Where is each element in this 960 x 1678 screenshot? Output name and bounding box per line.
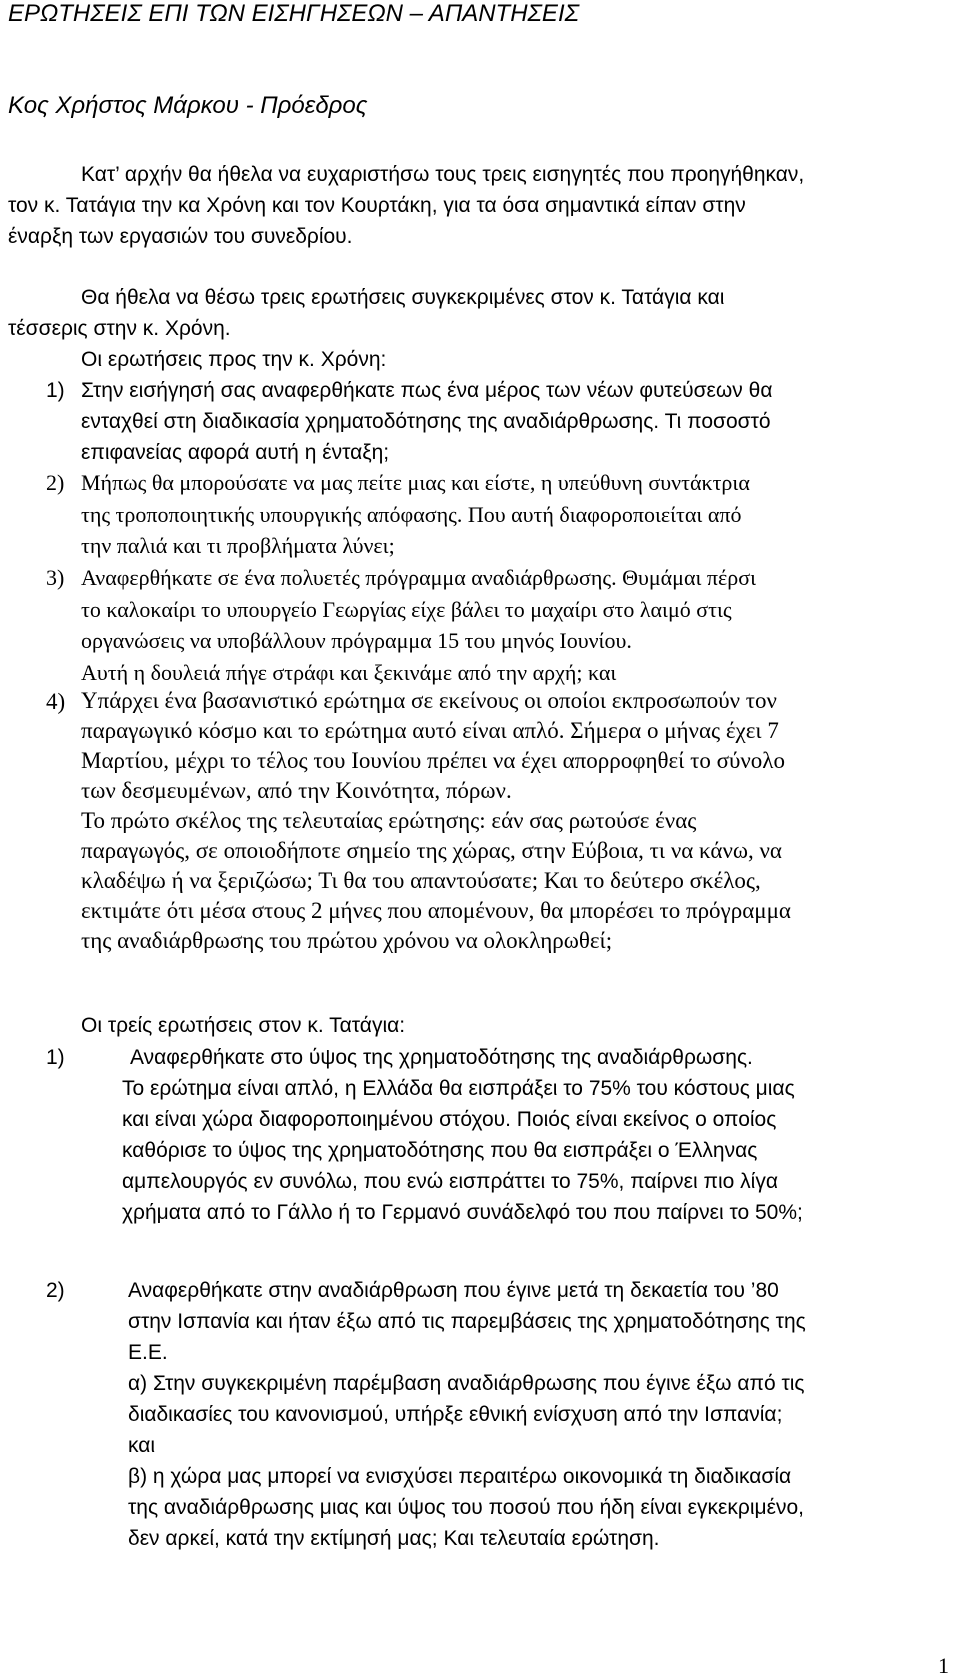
question-number: 1) xyxy=(46,379,65,402)
question-line: στην Ισπανία και ήταν έξω από τις παρεμβάσεις της χρηματοδότησης της xyxy=(128,1310,806,1333)
question-line: Μαρτίου, μέχρι το τέλος του Ιουνίου πρέπει να έχει απορροφηθεί το σύνολο xyxy=(81,748,785,773)
question-line: Αναφερθήκατε στο ύψος της χρηματοδότησης της αναδιάρθρωσης. xyxy=(130,1046,753,1069)
question-line: επιφανείας αφορά αυτή η ένταξη; xyxy=(81,441,390,464)
question-number: 3) xyxy=(46,565,65,590)
speaker-name: Κος Χρήστος Μάρκου - Πρόεδρος xyxy=(8,92,368,119)
question-line: Αναφερθήκατε σε ένα πολυετές πρόγραμμα αναδιάρθρωσης. Θυμάμαι πέρσι xyxy=(81,565,757,590)
document-heading: ΕΡΩΤΗΣΕΙΣ ΕΠΙ ΤΩΝ ΕΙΣΗΓΗΣΕΩΝ – ΑΠΑΝΤΗΣΕΙΣ xyxy=(8,0,579,27)
question-line: β) η χώρα μας μπορεί να ενισχύσει περαιτέρω οικονομικά τη διαδικασία xyxy=(128,1465,792,1488)
question-line: και xyxy=(128,1434,156,1457)
question-line: το καλοκαίρι το υπουργείο Γεωργίας είχε βάλει το μαχαίρι στο λαιμό στις xyxy=(81,596,732,622)
questions-intro-line: τέσσερις στην κ. Χρόνη. xyxy=(8,317,231,340)
question-line: των δεσμευμένων, από την Κοινότητα, πόρων. xyxy=(81,778,512,803)
question-line: οργανώσεις να υποβάλλουν πρόγραμμα 15 του μηνός Ιουνίου. xyxy=(81,628,632,653)
question-line: διαδικασίες του κανονισμού, υπήρξε εθνική ενίσχυση από την Ισπανία; xyxy=(128,1403,783,1426)
question-line: εκτιμάτε ότι μέσα στους 2 μήνες που απομένουν, θα μπορέσει το πρόγραμμα xyxy=(81,898,791,923)
intro-paragraph xyxy=(8,159,896,252)
question-number: 2) xyxy=(46,470,65,495)
question-line: Το ερώτημα είναι απλό, η Ελλάδα θα εισπράξει το 75% του κόστους μιας xyxy=(122,1077,795,1100)
question-line: χρήματα από το Γάλλο ή το Γερμανό συνάδελφό του που παίρνει το 50%; xyxy=(122,1201,803,1224)
question-line: της τροποποιητικής υπουργικής απόφασης. Που αυτή διαφοροποιείται από xyxy=(81,501,742,527)
question-line: δεν αρκεί, κατά την εκτίμησή μας; Και τελευταία ερώτηση. xyxy=(128,1527,660,1550)
intro-line: έναρξη των εργασιών του συνεδρίου. xyxy=(8,225,353,248)
question-number: 4) xyxy=(46,689,66,714)
question-line: Ε.Ε. xyxy=(128,1341,168,1364)
chroni-question-1 xyxy=(81,375,896,468)
question-line: της αναδιάρθρωσης μιας και ύψος του ποσού που ήδη είναι εγκεκριμένο, xyxy=(128,1496,804,1519)
question-line: παραγωγικό κόσμο και το ερώτημα αυτό είναι απλό. Σήμερα ο μήνας έχει 7 xyxy=(81,718,779,743)
tatagia-question-2 xyxy=(128,1275,896,1554)
page-number: 1 xyxy=(938,1653,949,1678)
question-line: Μήπως θα μπορούσατε να μας πείτε μιας και είστε, η υπεύθυνη συντάκτρια xyxy=(81,470,750,495)
tatagia-question-1 xyxy=(122,1042,896,1228)
question-line: καθόρισε το ύψος της χρηματοδότησης που θα εισπράξει ο Έλληνας xyxy=(122,1139,758,1162)
chroni-question-4 xyxy=(81,686,896,956)
question-line: Αυτή η δουλειά πήγε στράφι και ξεκινάμε από την αρχή; και xyxy=(81,659,617,685)
question-line: Αναφερθήκατε στην αναδιάρθρωση που έγινε μετά τη δεκαετία του ’80 xyxy=(128,1279,779,1302)
intro-line: Κατ’ αρχήν θα ήθελα να ευχαριστήσω τους τρεις εισηγητές που προηγήθηκαν, xyxy=(81,163,805,186)
question-line: Υπάρχει ένα βασανιστικό ερώτημα σε εκείνους οι οποίοι εκπροσωπούν τον xyxy=(81,688,777,713)
questions-intro-paragraph xyxy=(8,282,896,344)
question-line: αμπελουργός εν συνόλω, που ενώ εισπράττει το 75%, παίρνει πιο λίγα xyxy=(122,1170,778,1193)
question-line: ενταχθεί στη διαδικασία χρηματοδότησης της αναδιάρθρωσης. Τι ποσοστό xyxy=(81,410,771,433)
question-number: 2) xyxy=(46,1279,65,1302)
question-line: α) Στην συγκεκριμένη παρέμβαση αναδιάρθρωσης που έγινε έξω από τις xyxy=(128,1372,805,1395)
question-line: κλαδέψω ή να ξεριζώσω; Τι θα του απαντούσατε; Και το δεύτερο σκέλος, xyxy=(81,868,761,893)
question-line: Το πρώτο σκέλος της τελευταίας ερώτησης: εάν σας ρωτούσε ένας xyxy=(81,808,697,833)
questions-intro-line: Θα ήθελα να θέσω τρεις ερωτήσεις συγκεκριμένες στον κ. Τατάγια και xyxy=(81,286,725,309)
question-line: της αναδιάρθρωσης του πρώτου χρόνου να ολοκληρωθεί; xyxy=(81,928,613,953)
question-line: παραγωγός, σε οποιοδήποτε σημείο της χώρας, στην Εύβοια, τι να κάνω, να xyxy=(81,838,782,863)
chroni-questions-title: Οι ερωτήσεις προς την κ. Χρόνη: xyxy=(81,348,387,371)
question-number: 1) xyxy=(46,1046,65,1069)
question-line: και είναι χώρα διαφοροποιημένου στόχου. Ποιός είναι εκείνος ο οποίος xyxy=(122,1108,777,1131)
chroni-question-3 xyxy=(81,562,896,688)
tatagia-questions-title: Οι τρείς ερωτήσεις στον κ. Τατάγια: xyxy=(81,1014,406,1037)
question-line: την παλιά και τι προβλήματα λύνει; xyxy=(81,533,395,558)
chroni-question-2 xyxy=(81,467,896,562)
intro-line: τον κ. Τατάγια την κα Χρόνη και τον Κουρτάκη, για τα όσα σημαντικά είπαν στην xyxy=(8,194,746,217)
question-line: Στην εισήγησή σας αναφερθήκατε πως ένα μέρος των νέων φυτεύσεων θα xyxy=(81,379,773,402)
